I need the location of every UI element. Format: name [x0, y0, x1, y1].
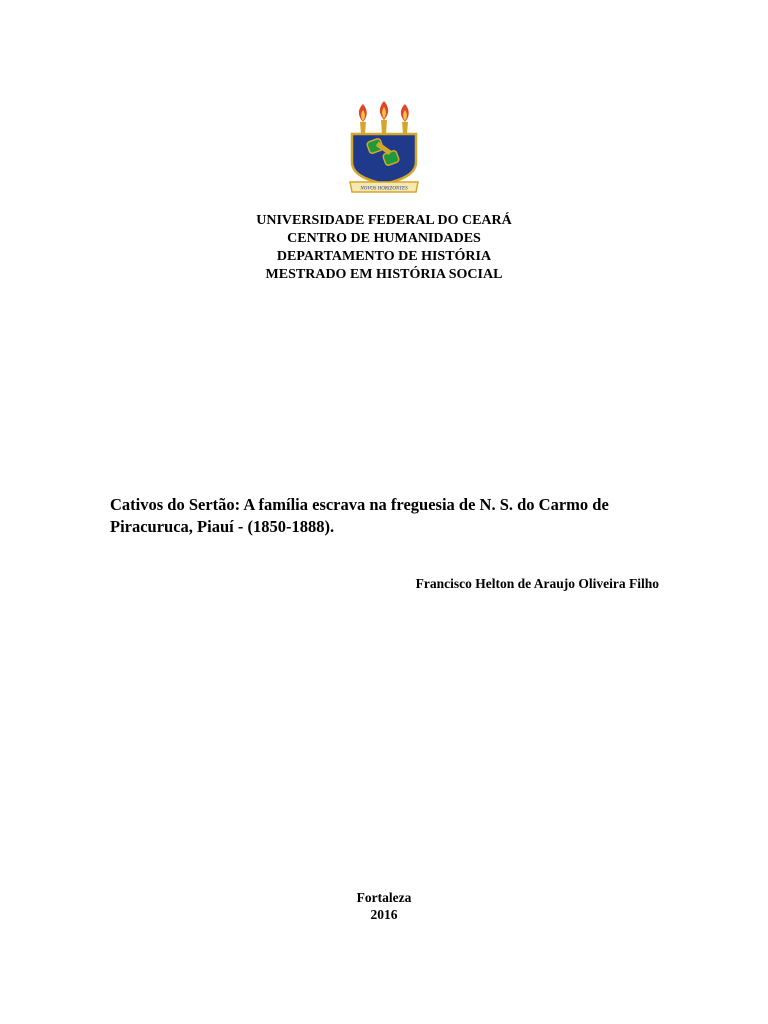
- torch-left-icon: [359, 104, 367, 134]
- thesis-title: [110, 494, 670, 538]
- thesis-author: Francisco Helton de Araujo Oliveira Filho: [415, 576, 659, 591]
- university-name: UNIVERSIDADE FEDERAL DO CEARÁ: [256, 213, 512, 228]
- program-name: MESTRADO EM HISTÓRIA SOCIAL: [265, 267, 503, 282]
- page-footer: [0, 889, 768, 923]
- university-crest-icon: [346, 100, 422, 196]
- torch-center-icon: [380, 101, 388, 134]
- thesis-title-line-1: Cativos do Sertão: A família escrava na freguesia de N. S. do Carmo de: [110, 495, 609, 514]
- center-name: CENTRO DE HUMANIDADES: [287, 231, 481, 246]
- footer-year: 2016: [370, 907, 398, 922]
- torch-right-icon: [401, 104, 409, 134]
- crest-motto: NOVOS HORIZONTES: [360, 186, 408, 192]
- department-name: DEPARTAMENTO DE HISTÓRIA: [276, 249, 492, 264]
- thesis-title-line-2: Piracuruca, Piauí - (1850-1888).: [110, 517, 335, 536]
- institution-header: [0, 212, 768, 284]
- footer-city: Fortaleza: [356, 890, 412, 905]
